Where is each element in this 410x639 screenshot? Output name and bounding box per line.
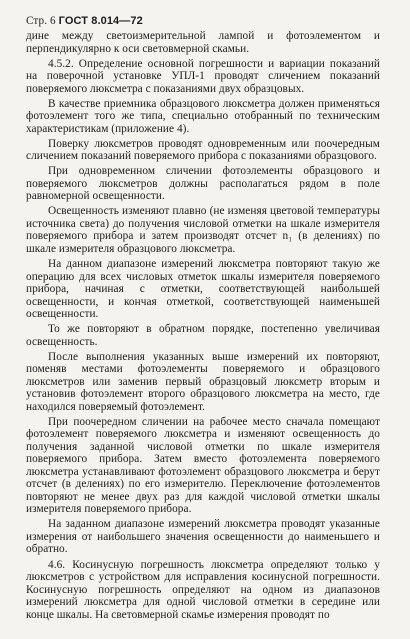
paragraph: То же повторяют в обратном порядке, постепенно увеличивая освещенность. xyxy=(26,323,380,348)
page-header xyxy=(26,14,380,28)
standard-number: ГОСТ 8.014—72 xyxy=(58,15,143,27)
paragraph: 4.5.2. Определение основной погрешности и вариации показаний на поверочной установке УПЛ-1 проводят сличением показаний поверяемого люксметра с показаниями двух образцовых. xyxy=(26,57,380,95)
paragraph: После выполнения указанных выше измерений их повторяют, поменяв местами фотоэлементы поверяемого и образцового люксметров или заменив первый образцовый люксметр вторым и установив фотоэлемент второго образцового люксметра на место, где находился поверяемый фотоэлемент. xyxy=(26,350,380,413)
paragraph: дине между светоизмерительной лампой и фотоэлементом и перпендикулярно к оси световмерной скамьи. xyxy=(26,30,380,55)
paragraph: На данном диапазоне измерений люксметра повторяют такую же операцию для всех числовых отметок шкалы измерителя поверяемого прибора, начиная с отметки, соответствующей наибольшей освещенности, и кончая отметкой, соответствующей наименьшей освещенности. xyxy=(26,258,380,321)
paragraph: В качестве приемника образцового люксметра должен применяться фотоэлемент того же типа, специально отобранный по техническим характеристикам (приложение 4). xyxy=(26,97,380,135)
document-body xyxy=(26,30,380,621)
paragraph: 4.6. Косинусную погрешность люксметра определяют только у люксметров с устройством для исправления косинусной погрешности. Косинусную погрешность определяют на одном из диапазонов измерений люксметра для одной числовой отметки в середине или конце шкалы. На световмерной скамье измерения проводят по xyxy=(26,558,380,621)
paragraph: При одновременном сличении фотоэлементы образцового и поверяемого люксметров должны располагаться рядом в поле равномерной освещенности. xyxy=(26,165,380,203)
paragraph: Поверку люксметров проводят одновременным или поочередным сличением показаний поверяемого прибора с показаниями образцового. xyxy=(26,137,380,163)
page-number: Стр. 6 xyxy=(26,15,56,27)
paragraph: При поочередном сличении на рабочее место сначала помещают фотоэлемент поверяемого люксметра и изменяют освещенность до получения заданной числовой отметки по шкале измерителя поверяемого прибора. Затем вместо фотоэлемента поверяемого люксметра устанавливают фотоэлемент образцового люксметра и берут отсчет (в делениях) по его измерителю. Переключение фотоэлементов повторяют не менее двух раз для каждой числовой отметки шкалы измерителя поверяемого прибора. xyxy=(26,415,380,516)
paragraph: Освещенность изменяют плавно (не изменяя цветовой температуры источника света) до получения числовой отметки на шкале измерителя поверяемого прибора и затем производят отсчет n₁ (в делениях) по шкале измерителя образцового люксметра. xyxy=(26,205,380,255)
paragraph: На заданном диапазоне измерений люксметра проводят указанные измерения от наибольшего значения освещенности до наименьшего и обратно. xyxy=(26,518,380,556)
